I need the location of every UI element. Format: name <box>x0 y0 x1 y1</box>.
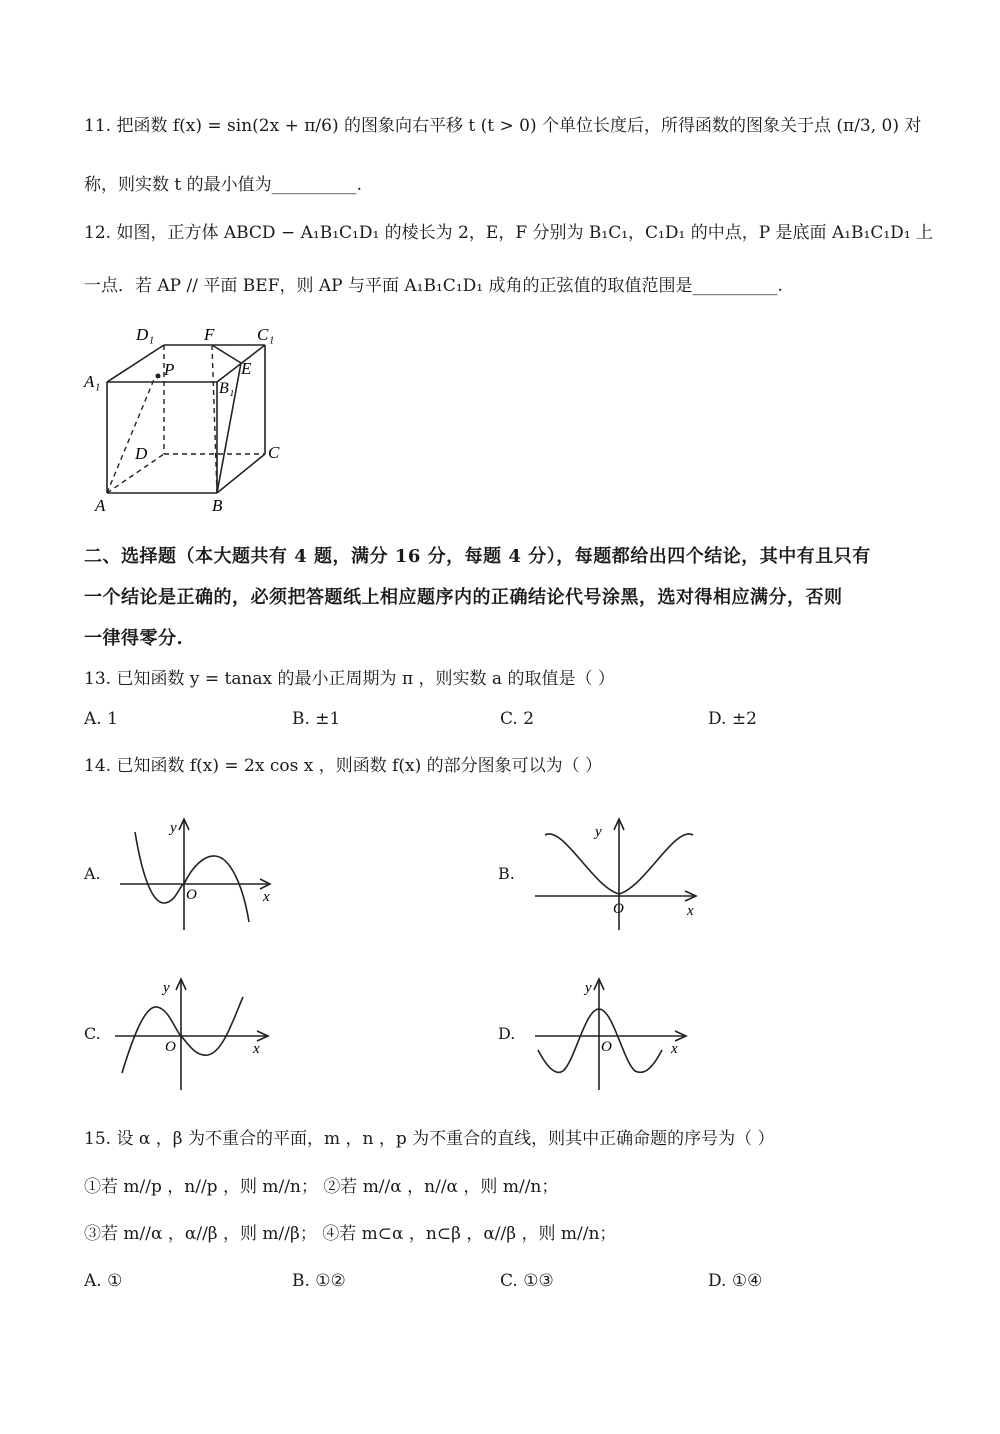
graph-b-y: y <box>595 824 602 840</box>
graph-b <box>535 815 705 935</box>
q14-option-b-label: B. <box>498 864 515 883</box>
label-P: P <box>164 360 175 379</box>
graph-d-y: y <box>585 980 592 996</box>
q15-option-a: A. ① <box>84 1271 123 1291</box>
graph-d <box>535 975 695 1095</box>
q13-option-d: D. ±2 <box>708 709 757 729</box>
q11-line2: 称，则实数 t 的最小值为__________. <box>84 175 363 195</box>
q11-line1: 11. 把函数 f(x) = sin(2x + π/6) 的图象向右平移 t (t > 0) 个单位长度后，所得函数的图象关于点 (π/3, 0) 对 <box>84 116 922 136</box>
q13-option-c: C. 2 <box>500 709 535 729</box>
label-F: F <box>204 325 215 344</box>
graph-d-o: O <box>601 1039 612 1055</box>
q14-option-a-label: A. <box>84 864 101 883</box>
label-E: E <box>241 359 252 378</box>
q13-option-a: A. 1 <box>84 709 118 729</box>
graph-a-x: x <box>263 889 270 905</box>
section2-line3: 一律得零分. <box>84 628 184 649</box>
q14-option-d-label: D. <box>498 1024 516 1043</box>
q13-stem: 13. 已知函数 y = tanax 的最小正周期为 π ，则实数 a 的取值是（ ） <box>84 669 615 689</box>
graph-b-x: x <box>687 903 694 919</box>
graph-a <box>118 815 278 935</box>
q15-props-3-4: ③若 m//α ，α//β ，则 m//β； ④若 m⊂α ，n⊂β ，α//β ，则 m//n； <box>84 1224 617 1244</box>
q15-option-b: B. ①② <box>292 1271 346 1291</box>
graph-a-o: O <box>186 887 197 903</box>
label-D: D <box>135 444 148 463</box>
q12-line2: 一点．若 AP // 平面 BEF，则 AP 与平面 A₁B₁C₁D₁ 成角的正弦值的取值范围是__________. <box>84 276 783 296</box>
q15-stem: 15. 设 α ，β 为不重合的平面，m ，n ，p 为不重合的直线，则其中正确命题的序号为（ ） <box>84 1129 775 1149</box>
graph-b-o: O <box>613 901 624 917</box>
q15-option-d: D. ①④ <box>708 1271 763 1291</box>
label-C: C <box>268 443 280 462</box>
graph-a-y: y <box>170 820 177 836</box>
graph-c-x: x <box>253 1041 260 1057</box>
q15-props-1-2: ①若 m//p ，n//p ，则 m//n； ②若 m//α ，n//α ，则 m//n； <box>84 1177 559 1197</box>
label-C1: C₁ <box>257 325 275 344</box>
section2-line1: 二、选择题（本大题共有 4 题，满分 16 分，每题 4 分），每题都给出四个结论，其中有且只有 <box>84 546 871 567</box>
graph-c-y: y <box>163 980 170 996</box>
cube-figure <box>80 318 300 518</box>
label-A: A <box>95 496 106 515</box>
q14-option-c-label: C. <box>84 1024 101 1043</box>
q14-stem: 14. 已知函数 f(x) = 2x cos x ，则函数 f(x) 的部分图象可以为（ ） <box>84 756 603 776</box>
graph-c <box>115 975 275 1095</box>
section2-line2: 一个结论是正确的，必须把答题纸上相应题序内的正确结论代号涂黑，选对得相应满分，否则 <box>84 587 843 608</box>
q15-option-c: C. ①③ <box>500 1271 554 1291</box>
q12-line1: 12. 如图，正方体 ABCD − A₁B₁C₁D₁ 的棱长为 2，E，F 分别为 B₁C₁，C₁D₁ 的中点，P 是底面 A₁B₁C₁D₁ 上 <box>84 223 934 243</box>
label-B1: B₁ <box>219 380 235 397</box>
graph-c-o: O <box>165 1039 176 1055</box>
label-A1: A₁ <box>84 372 101 391</box>
label-D1: D₁ <box>136 325 155 344</box>
graph-d-x: x <box>671 1041 678 1057</box>
q13-option-b: B. ±1 <box>292 709 341 729</box>
label-B: B <box>212 496 223 515</box>
